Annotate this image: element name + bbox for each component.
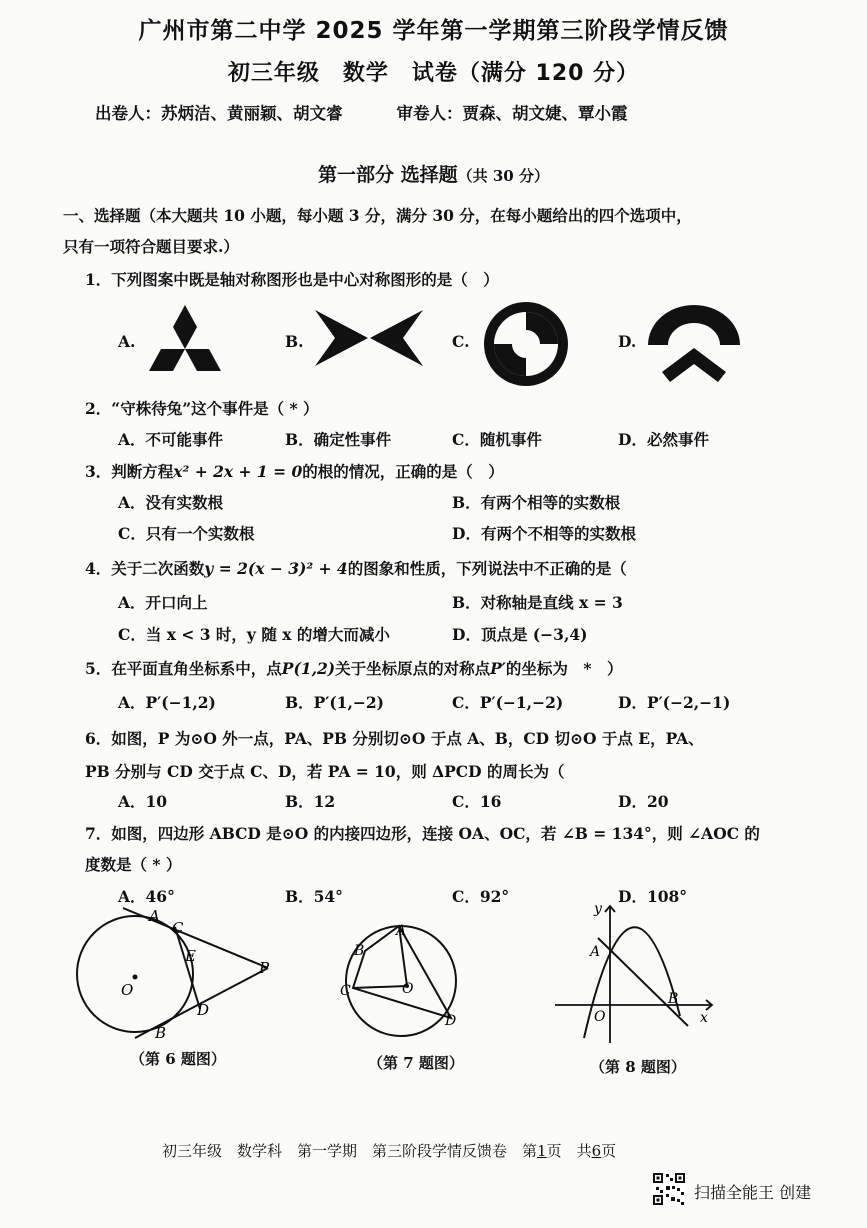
q4-stem-pre: 4．关于二次函数 <box>85 559 205 578</box>
q5-option-d: D．P′(−2,−1) <box>618 693 731 712</box>
fig7-label-b: B <box>354 943 365 959</box>
fig8-label-a: A <box>590 944 601 960</box>
fig8-label-o: O <box>594 1009 606 1025</box>
q5-stem-post: 的坐标为 * ） <box>505 659 623 678</box>
figure-7 <box>335 915 465 1045</box>
q6-option-a: A．10 <box>118 792 168 811</box>
q6-option-c: C．16 <box>452 792 502 811</box>
q5-stem <box>85 657 622 679</box>
q7-option-c: C．92° <box>452 887 510 906</box>
fig8-label-x: x <box>700 1010 708 1026</box>
q3-stem-post: 的根的情况，正确的是（ ） <box>302 462 504 481</box>
setter-label: 出卷人：苏炳洁、黄丽颖、胡文睿 <box>95 104 343 123</box>
q6-option-b: B．12 <box>285 792 336 811</box>
q3-option-b: B．有两个相等的实数根 <box>452 493 621 512</box>
q1-figure-arc-chevron <box>642 300 747 385</box>
q5-option-a: A．P′(−1,2) <box>118 693 216 712</box>
section-intro-line2: 只有一项符合题目要求.） <box>63 237 239 256</box>
q7-option-a: A．46° <box>118 887 175 906</box>
q5-stem-mid: 关于坐标原点的对称点 <box>335 659 491 678</box>
q5-point: P(1,2) <box>281 659 336 678</box>
fig6-label-a: A <box>149 907 160 925</box>
fig6-label-e: E <box>185 947 196 965</box>
fig8-caption: （第 8 题图） <box>590 1058 686 1076</box>
q5-point-prime: P′ <box>490 659 506 678</box>
footer-pre: 初三年级 数学科 第一学期 第三阶段学情反馈卷 第 <box>162 1142 538 1160</box>
q3-option-c: C．只有一个实数根 <box>118 524 255 543</box>
fig6-label-o: O <box>121 981 134 999</box>
q1-option-c: C. <box>452 332 470 351</box>
footer-total-pages: 6 <box>591 1142 602 1160</box>
fig6-label-c: C <box>172 919 184 937</box>
exam-subtitle: 初三年级 数学 试卷（满分 120 分） <box>227 61 640 86</box>
q3-equation: x² + 2x + 1 = 0 <box>173 462 303 481</box>
q2-option-b: B．确定性事件 <box>285 430 392 449</box>
reviewer-label: 审卷人：贾森、胡文婕、覃小霞 <box>396 104 628 123</box>
q7-stem-line2: 度数是（ * ） <box>85 855 182 874</box>
footer-post: 页 <box>601 1142 617 1160</box>
part-score: （共 30 分） <box>457 167 549 185</box>
q7-option-d: D．108° <box>618 887 688 906</box>
q6-stem-line2: PB 分别与 CD 交于点 C、D，若 PA = 10，则 ΔPCD 的周长为（ <box>85 762 565 781</box>
page-footer <box>162 1140 616 1161</box>
fig7-label-c: C <box>340 983 351 999</box>
q4-option-c: C．当 x < 3 时，y 随 x 的增大而减小 <box>118 625 390 644</box>
fig6-label-d: D <box>197 1001 210 1019</box>
fig6-label-p: P <box>259 959 270 977</box>
q2-option-c: C．随机事件 <box>452 430 542 449</box>
q1-figure-two-arrowheads <box>313 308 433 368</box>
q4-option-a: A．开口向上 <box>118 593 208 612</box>
q7-stem-line1: 7．如图，四边形 ABCD 是⊙O 的内接四边形，连接 OA、OC，若 ∠B = 134°，则 ∠AOC 的 <box>85 824 760 843</box>
q1-option-a: A. <box>118 332 136 351</box>
q3-stem-pre: 3．判断方程 <box>85 462 174 481</box>
footer-mid: 页 共 <box>546 1142 592 1160</box>
q2-option-a: A．不可能事件 <box>118 430 224 449</box>
part-title: 第一部分 选择题 <box>318 164 458 186</box>
q4-stem <box>85 557 627 579</box>
fig7-label-a: A <box>396 923 407 939</box>
fig7-caption: （第 7 题图） <box>368 1054 464 1072</box>
q1-figure-swirl-circle <box>480 298 572 390</box>
q2-stem: 2．“守株待兔”这个事件是（ * ） <box>85 399 319 418</box>
q5-option-b: B．P′(1,−2) <box>285 693 384 712</box>
fig6-caption: （第 6 题图） <box>130 1050 226 1068</box>
q3-stem <box>85 460 504 482</box>
q3-option-d: D．有两个不相等的实数根 <box>452 524 636 543</box>
fig7-label-o: O <box>402 981 414 997</box>
part-heading <box>0 160 867 187</box>
fig8-label-b: B <box>668 991 679 1007</box>
q7-option-b: B．54° <box>285 887 343 906</box>
fig8-label-y: y <box>594 901 602 917</box>
fig6-label-b: B <box>155 1024 167 1040</box>
footer-page-number: 1 <box>537 1142 547 1160</box>
q1-option-b: B. <box>285 332 304 351</box>
exam-title: 广州市第二中学 2025 学年第一学期第三阶段学情反馈 <box>138 18 729 44</box>
qr-code-icon <box>652 1172 686 1206</box>
fig7-label-d: D <box>445 1013 457 1029</box>
q5-option-c: C．P′(−1,−2) <box>452 693 564 712</box>
section-intro-line1: 一、选择题（本大题共 10 小题，每小题 3 分，满分 30 分，在每小题给出的四个选项中， <box>63 206 692 225</box>
q4-option-b: B．对称轴是直线 x = 3 <box>452 593 623 612</box>
figure-6 <box>75 905 295 1040</box>
q2-option-d: D．必然事件 <box>618 430 709 449</box>
q4-option-d: D．顶点是 (−3,4) <box>452 625 588 644</box>
q4-function: y = 2(x − 3)² + 4 <box>204 559 348 578</box>
authors-line <box>95 100 628 124</box>
q1-figure-three-diamonds <box>145 300 240 385</box>
q3-option-a: A．没有实数根 <box>118 493 224 512</box>
q4-stem-post: 的图象和性质，下列说法中不正确的是（ <box>347 559 627 578</box>
q5-stem-pre: 5．在平面直角坐标系中，点 <box>85 659 282 678</box>
q1-stem: 1．下列图案中既是轴对称图形也是中心对称图形的是（ ） <box>85 270 499 289</box>
q6-option-d: D．20 <box>618 792 669 811</box>
figure-8 <box>550 898 720 1048</box>
q6-stem-line1: 6．如图，P 为⊙O 外一点，PA、PB 分别切⊙O 于点 A、B，CD 切⊙O 于点 E，PA、 <box>85 729 704 748</box>
scanner-watermark-text: 扫描全能王 创建 <box>694 1183 812 1202</box>
q1-option-d: D. <box>618 332 637 351</box>
